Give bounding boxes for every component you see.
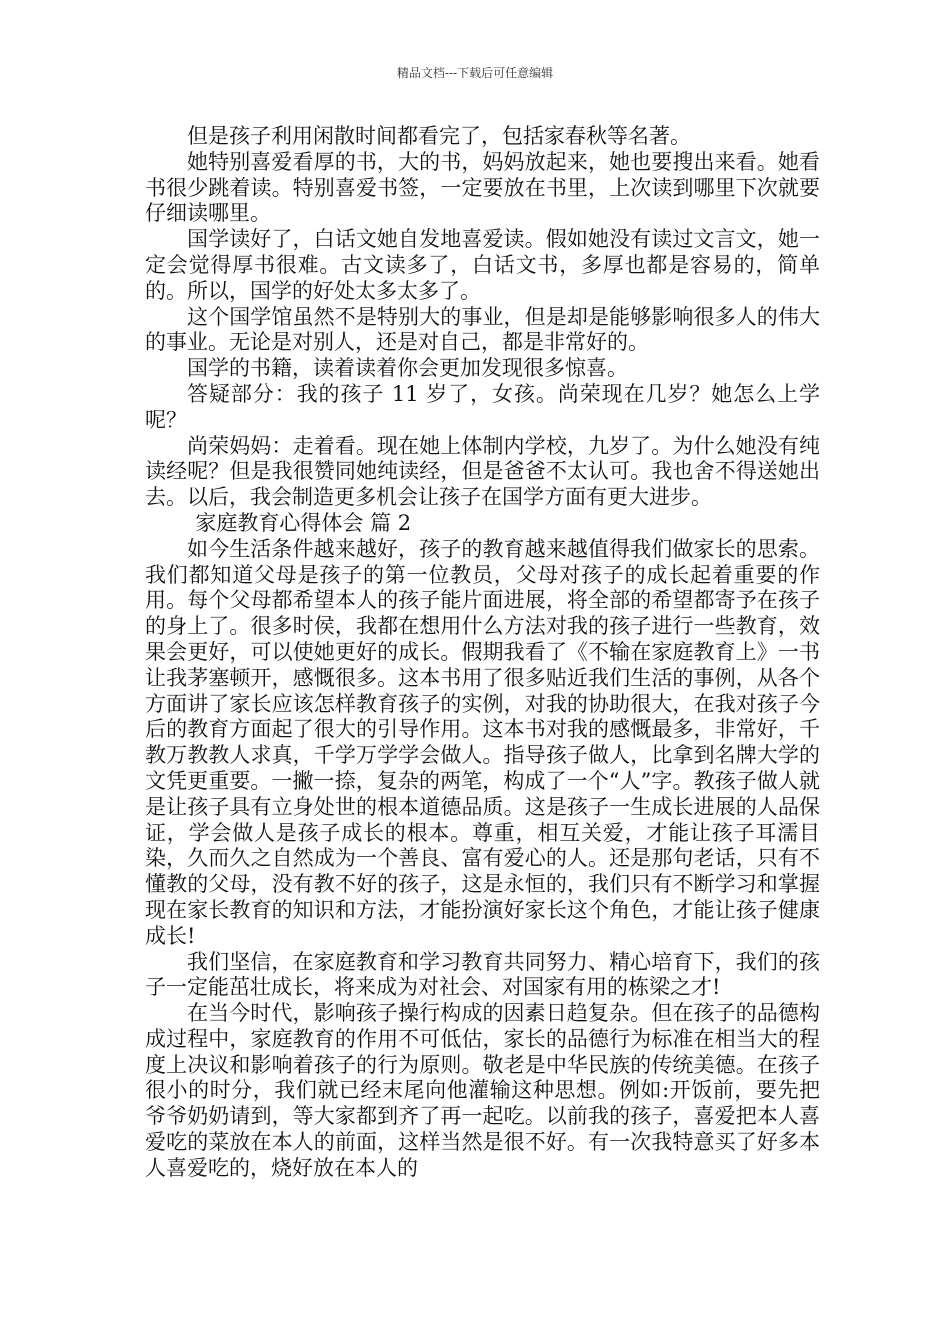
paragraph: 这个国学馆虽然不是特别大的事业，但是却是能够影响很多人的伟大的事业。无论是对别人，还是对自己，都是非常好的。 <box>145 304 820 355</box>
paragraph: 尚荣妈妈：走着看。现在她上体制内学校，九岁了。为什么她没有纯读经呢？但是我很赞同她纯读经，但是爸爸不太认可。我也舍不得送她出去。以后，我会制造更多机会让孩子在国学方面有更大进步。 <box>145 433 820 510</box>
page-header: 精品文档---下载后可任意编辑 <box>396 66 554 80</box>
document-body <box>145 124 820 1182</box>
section-heading: 家庭教育心得体会 篇 2 <box>195 510 412 535</box>
paragraph: 她特别喜爱看厚的书，大的书，妈妈放起来，她也要搜出来看。她看书很少跳着读。特别喜爱书签，一定要放在书里，上次读到哪里下次就要仔细读哪里。 <box>145 149 820 226</box>
paragraph: 我们坚信，在家庭教育和学习教育共同努力、精心培育下，我们的孩子一定能茁壮成长，将来成为对社会、对国家有用的栋梁之才! <box>145 949 820 1000</box>
paragraph: 国学读好了，白话文她自发地喜爱读。假如她没有读过文言文，她一定会觉得厚书很难。古文读多了，白话文书，多厚也都是容易的，简单的。所以，国学的好处太多太多了。 <box>145 227 820 303</box>
paragraph: 在当今时代，影响孩子操行构成的因素日趋复杂。但在孩子的品德构成过程中，家庭教育的作用不可低估，家长的品德行为标准在相当大的程度上决议和影响着孩子的行为原则。敬老是中华民族的传统美德。在孩子很小的时分，我们就已经末尾向他灌输这种思想。例如:开饭前，要先把爷爷奶奶请到，等大家都到齐了再一起吃。以前我的孩子，喜爱把本人喜爱吃的菜放在本人的前面，这样当然是很不好。有一次我特意买了好多本人喜爱吃的，烧好放在本人的 <box>145 1001 820 1180</box>
paragraph: 答疑部分：我的孩子 11 岁了，女孩。尚荣现在几岁？她怎么上学呢？ <box>145 381 820 432</box>
paragraph: 但是孩子利用闲散时间都看完了，包括家春秋等名著。 <box>187 124 691 148</box>
paragraph: 如今生活条件越来越好，孩子的教育越来越值得我们做家长的思索。我们都知道父母是孩子的第一位教员，父母对孩子的成长起着重要的作用。每个父母都希望本人的孩子能片面进展，将全部的希望都寄予在孩子的身上了。很多时侯，我都在想用什么方法对我的孩子进行一些教育，效果会更好，可以使她更好的成长。假期我看了《不输在家庭教育上》一书让我茅塞顿开，感慨很多。这本书用了很多贴近我们生活的事例，从各个方面讲了家长应该怎样教育孩子的实例，对我的协助很大，在我对孩子今后的教育方面起了很大的引导作用。这本书对我的感慨最多，非常好，千教万教教人求真，千学万学学会做人。指导孩子做人，比拿到名牌大学的文凭更重要。一撇一捺，复杂的两笔，构成了一个“人”字。教孩子做人就是让孩子具有立身处世的根本道德品质。这是孩子一生成长进展的人品保证，学会做人是孩子成长的根本。尊重，相互关爱，才能让孩子耳濡目染，久而久之自然成为一个善良、富有爱心的人。还是那句老话，只有不懂教的父母，没有教不好的孩子，这是永恒的，我们只有不断学习和掌握现在家长教育的知识和方法，才能扮演好家长这个角色，才能让孩子健康成长! <box>145 536 820 948</box>
paragraph: 国学的书籍，读着读着你会更加发现很多惊喜。 <box>187 356 628 381</box>
